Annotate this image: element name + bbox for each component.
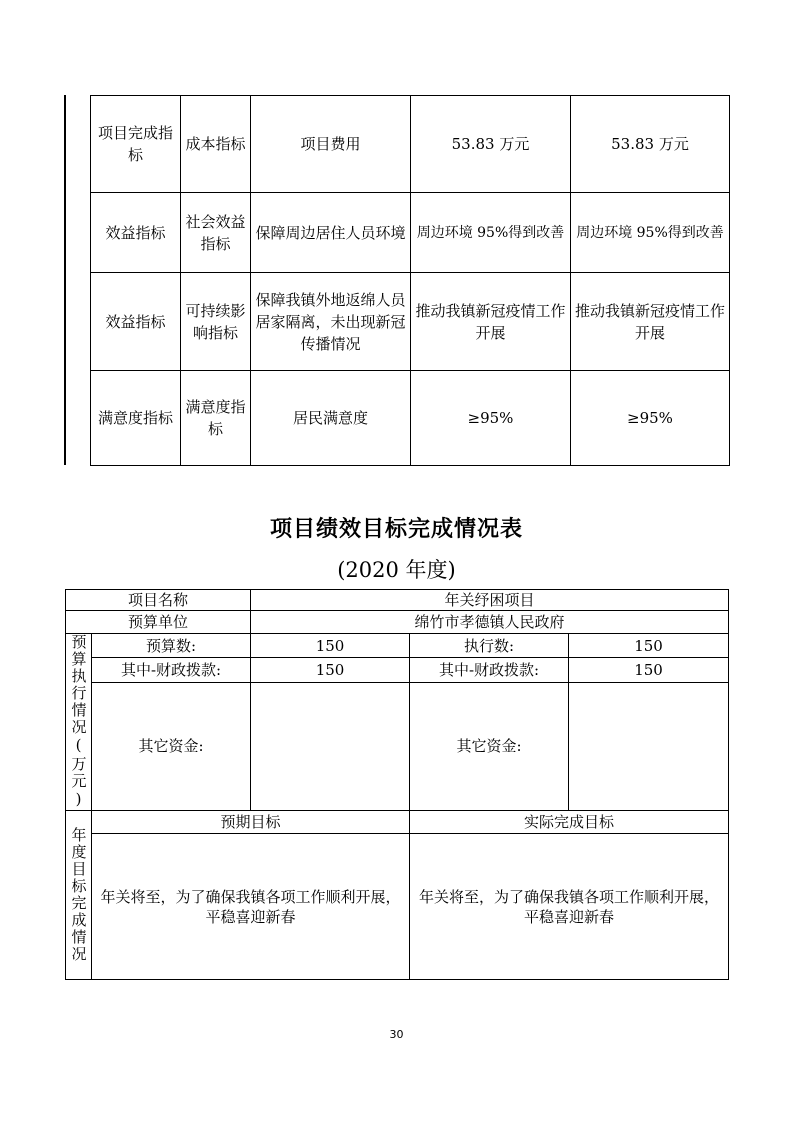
indicator-category: 效益指标 [91,273,181,371]
page-number: 30 [389,1028,404,1041]
continuation-rule [64,95,66,465]
indicator-actual: 周边环境 95%得到改善 [571,193,730,273]
form-subtitle: (2020 年度) [337,558,456,582]
table-row [66,658,729,682]
exec-count-value: 150 [569,634,729,658]
project-name-value: 年关纾困项目 [251,590,729,611]
indicator-content: 项目费用 [251,96,411,193]
annual-target-label: 年度目标完成情况 [69,827,88,963]
other-funds-label: 其它资金: [92,682,251,810]
table-row [66,682,729,810]
form-title: 项目绩效目标完成情况表 [269,517,523,542]
fiscal-exec-value: 150 [569,658,729,682]
table-row [91,193,730,273]
other-funds-exec-value [569,682,729,810]
table-row [91,96,730,193]
budget-count-value: 150 [251,634,410,658]
indicator-type: 成本指标 [181,96,251,193]
indicator-type: 社会效益指标 [181,193,251,273]
fiscal-budget-value: 150 [251,658,410,682]
budget-exec-label: 预算执行情况(万元) [69,634,88,810]
indicator-actual: 53.83 万元 [571,96,730,193]
table-row [91,371,730,466]
indicator-actual: ≥95% [571,371,730,466]
exec-count-label: 执行数: [410,634,569,658]
table-row [66,634,729,658]
actual-target-label: 实际完成目标 [410,811,729,834]
indicator-target: 周边环境 95%得到改善 [411,193,571,273]
expected-target-label: 预期目标 [92,811,410,834]
expected-target-text: 年关将至，为了确保我镇各项工作顺利开展，平稳喜迎新春 [92,834,410,980]
table-row [66,611,729,634]
fiscal-budget-label: 其中-财政拨款: [92,658,251,682]
performance-form-table [65,589,729,980]
fiscal-exec-label: 其中-财政拨款: [410,658,569,682]
indicator-content: 居民满意度 [251,371,411,466]
budget-unit-value: 绵竹市孝德镇人民政府 [251,611,729,634]
indicator-category: 效益指标 [91,193,181,273]
budget-unit-label: 预算单位 [66,611,251,634]
indicator-target: ≥95% [411,371,571,466]
actual-target-text: 年关将至，为了确保我镇各项工作顺利开展，平稳喜迎新春 [410,834,729,980]
budget-exec-label-cell [66,634,92,811]
indicator-content: 保障周边居住人员环境 [251,193,411,273]
indicator-target: 推动我镇新冠疫情工作开展 [411,273,571,371]
table-row [66,590,729,611]
indicator-type: 满意度指标 [181,371,251,466]
indicator-category: 满意度指标 [91,371,181,466]
budget-count-label: 预算数: [92,634,251,658]
indicator-target: 53.83 万元 [411,96,571,193]
annual-target-label-cell [66,811,92,980]
other-funds-exec-label: 其它资金: [410,682,569,810]
table-row [66,834,729,980]
indicator-content: 保障我镇外地返绵人员居家隔离，未出现新冠传播情况 [251,273,411,371]
indicator-table [90,95,730,466]
other-funds-budget-value [251,682,410,810]
indicator-category: 项目完成指标 [91,96,181,193]
project-name-label: 项目名称 [66,590,251,611]
indicator-type: 可持续影响指标 [181,273,251,371]
indicator-actual: 推动我镇新冠疫情工作开展 [571,273,730,371]
table-row [66,811,729,834]
table-row [91,273,730,371]
